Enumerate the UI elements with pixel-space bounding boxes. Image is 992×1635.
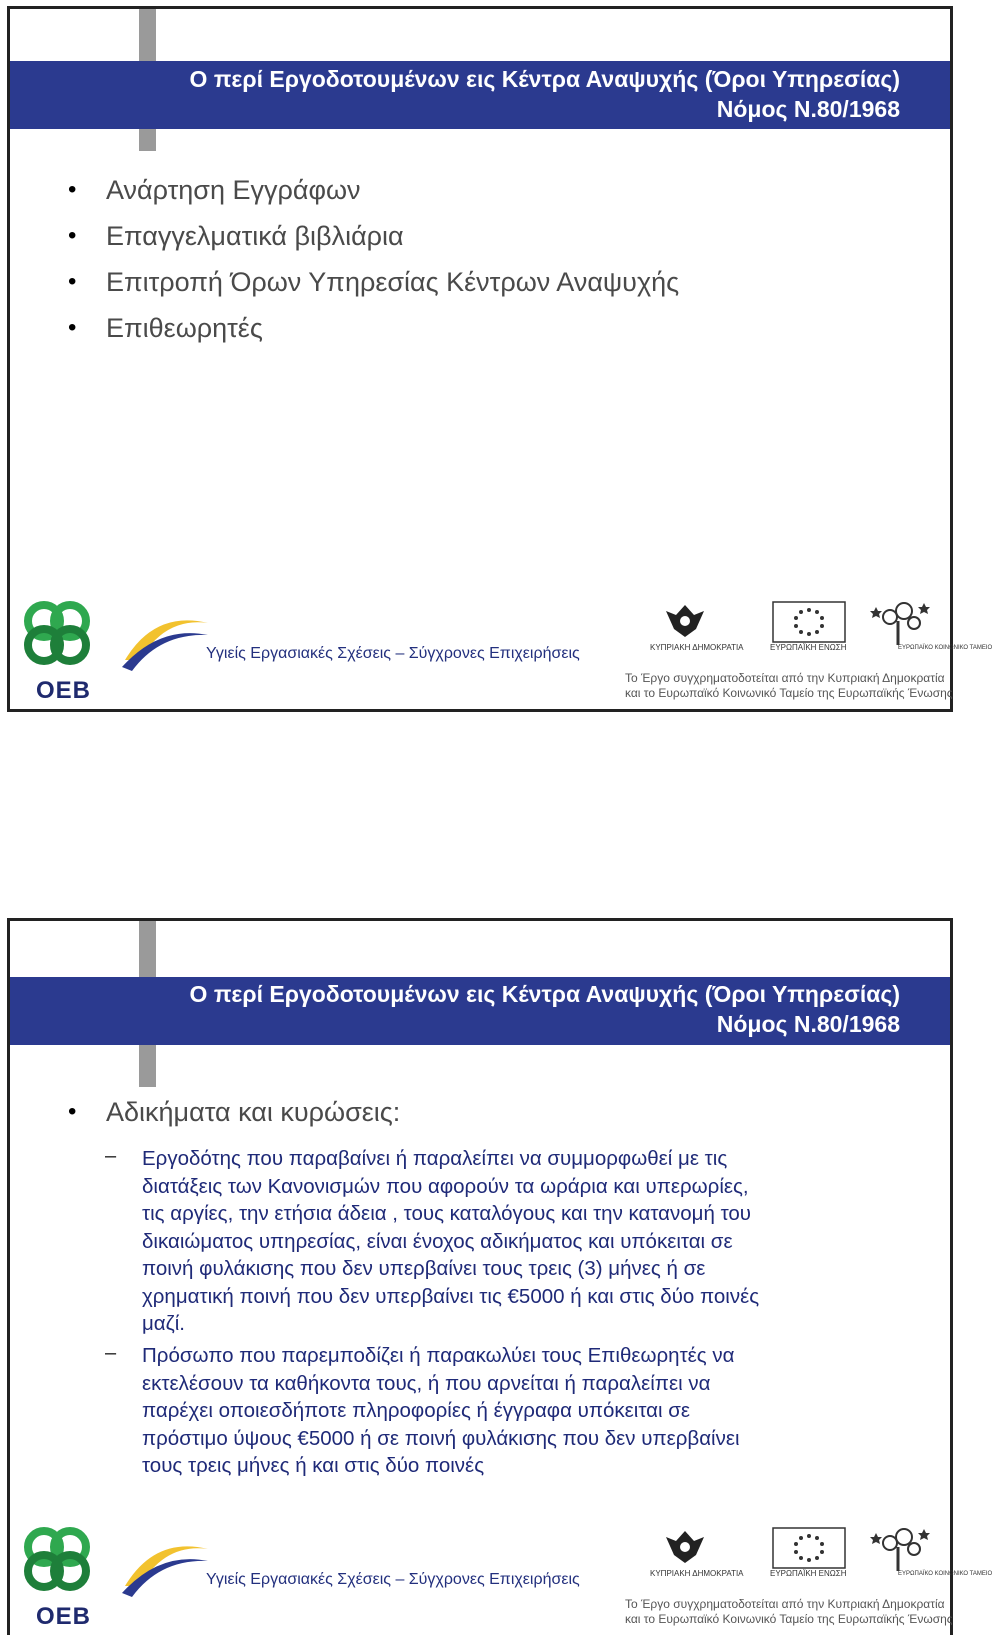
swoosh-logo-icon xyxy=(120,605,210,675)
eu-flag-icon xyxy=(772,601,846,643)
slide-1 xyxy=(7,6,992,712)
cyprus-emblem-icon xyxy=(660,601,710,641)
title-line-1: Ο περί Εργοδοτουμένων εις Κέντρα Αναψυχής (Όροι Υπηρεσίας) xyxy=(189,981,900,1007)
oeb-logo-icon xyxy=(12,1525,112,1605)
sub-item-text: Εργοδότης που παραβαίνει ή παραλείπει να συμμορφωθεί με τις διατάξεις των Κανονισμών που αφορούν τα ωράρια και υπερωρίες, τις αργίες, την ετήσια άδεια , τους καταλόγους και την κατανομή του δικαιώματος υπηρεσίας, είναι ένοχος αδικήματος και υπόκειται σε ποινή φυλάκισης που δεν υπερβαίνει τους τρεις (3) μήνες ή σε χρηματική ποινή που δεν υπερβαίνει τις €5000 ή και στις δύο ποινές μαζί. xyxy=(142,1147,760,1335)
fund-tree-icon xyxy=(868,599,938,647)
oeb-label: ΟΕΒ xyxy=(36,677,92,704)
fund-caption: ΕΥΡΩΠΑΪΚΟ ΚΟΙΝΩΝΙΚΟ ΤΑΜΕΙΟ xyxy=(898,1571,992,1577)
sub-item xyxy=(105,1342,890,1480)
slide-title xyxy=(145,64,900,124)
bullet-icon: • xyxy=(68,176,77,203)
sub-item-text: Πρόσωπο που παρεμποδίζει ή παρακωλύει τους Επιθεωρητές να εκτελέσουν τα καθήκοντα τους, ή που αρνείται ή παραλείπει να παρέχει οποιεσδήποτε πληροφορίες ή έγγραφα υπόκειται σε πρόστιμο ύψους €5000 ή σε ποινή φυλάκισης που δεν υπερβαίνει τους τρεις μήνες ή και στις δύο ποινές xyxy=(142,1344,740,1477)
bullet-item: • Ανάρτηση Εγγράφων xyxy=(60,167,920,213)
footer-tagline: Υγιείς Εργασιακές Σχέσεις – Σύγχρονες Επιχειρήσεις xyxy=(206,645,580,662)
gray-accent-bottom xyxy=(139,129,156,151)
oeb-logo-icon xyxy=(12,599,112,679)
bullet-icon: • xyxy=(68,1098,77,1125)
title-line-2: Νόμος Ν.80/1968 xyxy=(716,96,900,122)
fund-caption: ΕΥΡΩΠΑΪΚΟ ΚΟΙΝΩΝΙΚΟ ΤΑΜΕΙΟ xyxy=(898,645,992,651)
gray-accent-top xyxy=(139,921,156,977)
sub-item xyxy=(105,1145,890,1338)
bullet-list xyxy=(60,1089,920,1135)
cofund-note: Το Έργο συγχρηματοδοτείται από την Κυπριακή Δημοκρατία και το Ευρωπαϊκό Κοινωνικό Ταμείο της Ευρωπαϊκής Ένωσης xyxy=(625,1597,953,1626)
eu-caption: ΕΥΡΩΠΑΪΚΗ ΕΝΩΣΗ xyxy=(770,643,847,652)
title-line-2: Νόμος Ν.80/1968 xyxy=(716,1011,900,1037)
gray-accent-bottom xyxy=(139,1045,156,1087)
cofund-note: Το Έργο συγχρηματοδοτείται από την Κυπριακή Δημοκρατία και το Ευρωπαϊκό Κοινωνικό Ταμείο της Ευρωπαϊκής Ένωσης xyxy=(625,671,953,700)
swoosh-logo-icon xyxy=(120,1531,210,1601)
fund-tree-icon xyxy=(868,1525,938,1573)
eu-caption: ΕΥΡΩΠΑΪΚΗ ΕΝΩΣΗ xyxy=(770,1569,847,1578)
cyprus-caption: ΚΥΠΡΙΑΚΗ ΔΗΜΟΚΡΑΤΙΑ xyxy=(650,1569,744,1578)
cyprus-caption: ΚΥΠΡΙΑΚΗ ΔΗΜΟΚΡΑΤΙΑ xyxy=(650,643,744,652)
cyprus-emblem-icon xyxy=(660,1527,710,1567)
oeb-label: ΟΕΒ xyxy=(36,1603,92,1630)
slide-footer xyxy=(10,1525,992,1635)
footer-tagline: Υγιείς Εργασιακές Σχέσεις – Σύγχρονες Επιχειρήσεις xyxy=(206,1571,580,1588)
bullet-icon: • xyxy=(68,314,77,341)
slide-title xyxy=(145,979,900,1039)
dash-icon: – xyxy=(105,1145,117,1167)
title-line-1: Ο περί Εργοδοτουμένων εις Κέντρα Αναψυχής (Όροι Υπηρεσίας) xyxy=(189,66,900,92)
eu-flag-icon xyxy=(772,1527,846,1569)
bullet-item: • Επιθεωρητές xyxy=(60,305,920,351)
bullet-item: • Επιτροπή Όρων Υπηρεσίας Κέντρων Αναψυχής xyxy=(60,259,920,305)
bullet-icon: • xyxy=(68,268,77,295)
slide-2 xyxy=(7,918,992,1635)
bullet-icon: • xyxy=(68,222,77,249)
slide-footer xyxy=(10,599,992,709)
dash-icon: – xyxy=(105,1342,117,1364)
bullet-item: • Αδικήματα και κυρώσεις: xyxy=(60,1089,920,1135)
gray-accent-top xyxy=(139,9,156,61)
bullet-list xyxy=(60,167,920,351)
bullet-item: • Επαγγελματικά βιβλιάρια xyxy=(60,213,920,259)
